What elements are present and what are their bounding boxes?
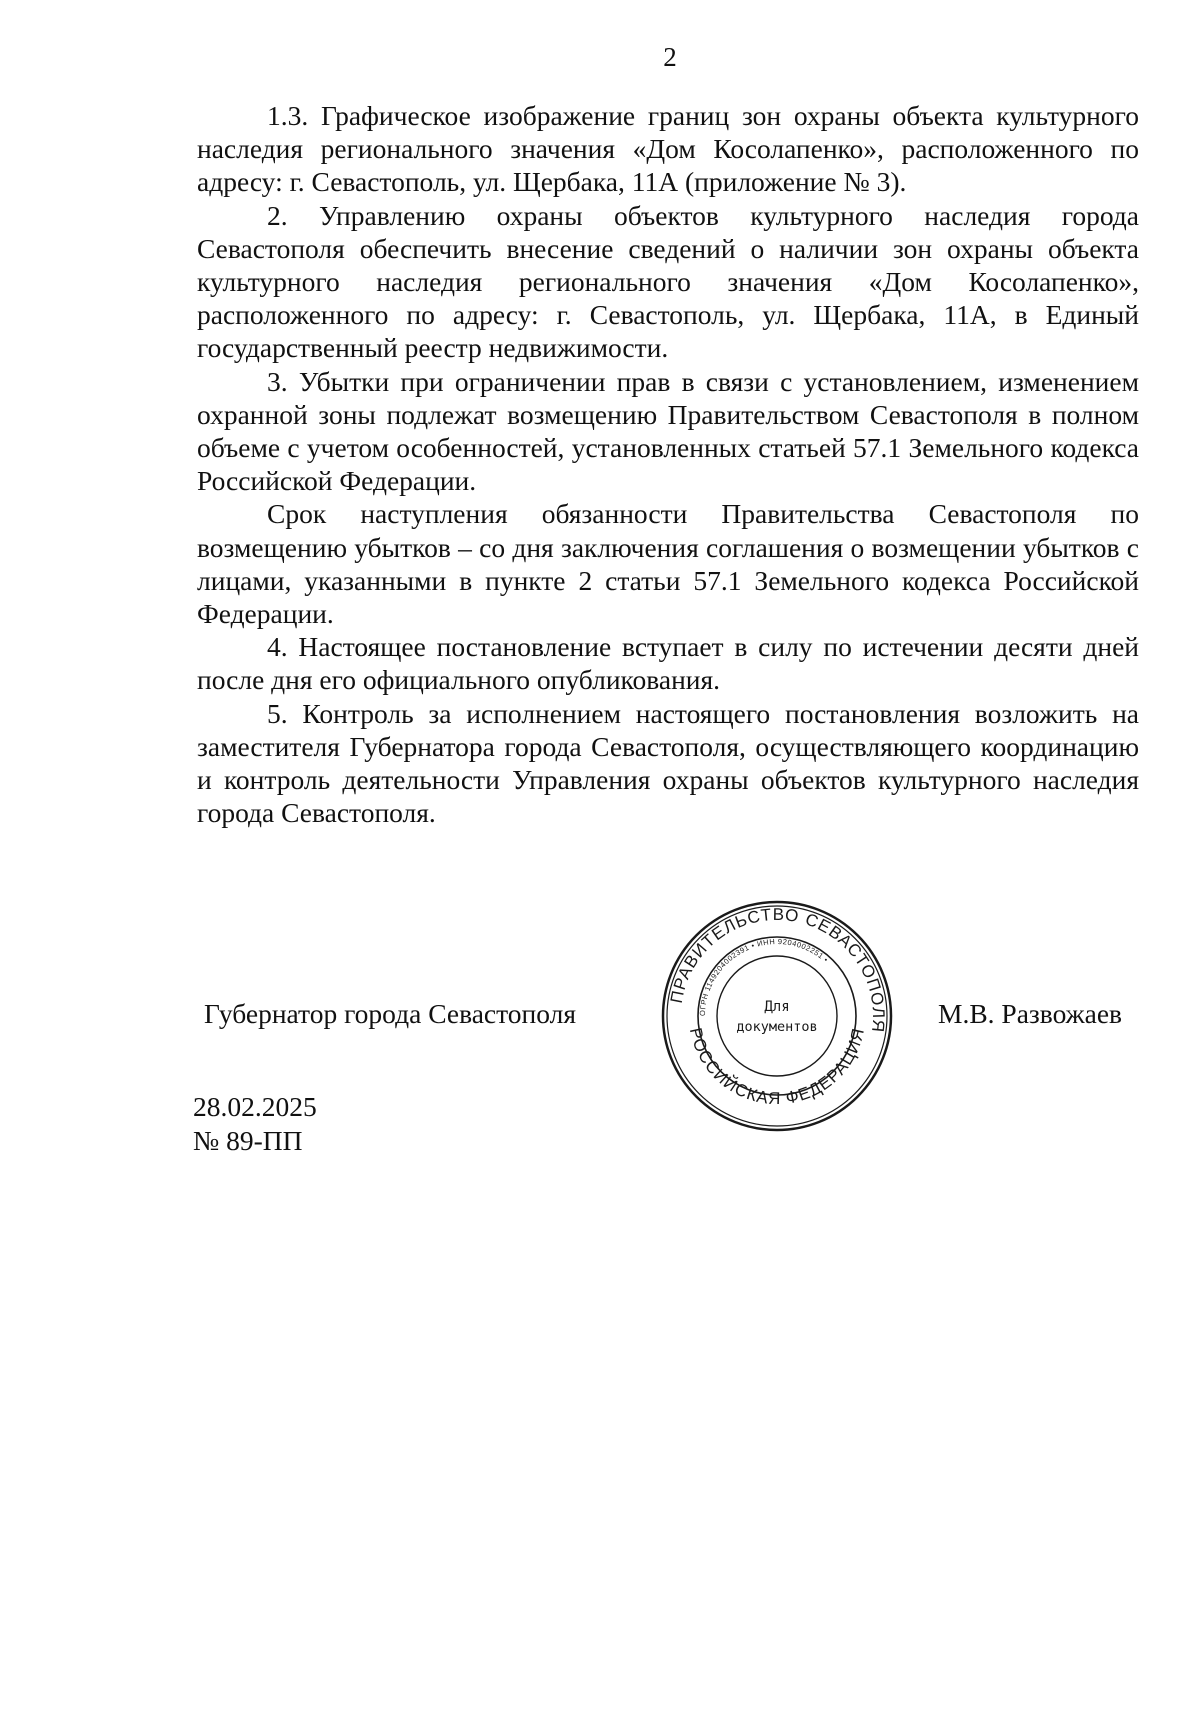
- seal-bottom-text: РОССИЙСКАЯ ФЕДЕРАЦИЯ: [685, 1025, 869, 1109]
- paragraph-5: 5. Контроль за исполнением настоящего постановления возложить на заместителя Губернатора города Севастополя, осуществляющего координацию и контроль деятельности Управления охраны объектов культурного наследия города Севастополя.: [197, 697, 1139, 829]
- document-date: 28.02.2025: [193, 1091, 317, 1122]
- seal-center-line-1: Для: [764, 999, 790, 1015]
- document-date-number: [193, 1090, 317, 1158]
- paragraph-2: 2. Управлению охраны объектов культурного наследия города Севастополя обеспечить внесение сведений о наличии зон охраны объекта культурного наследия регионального значения «Дом Косолапенко», расположенного по адресу: г. Севастополь, ул. Щербака, 11А, в Единый государственный реестр недвижимости.: [197, 199, 1139, 364]
- document-number: № 89-ПП: [193, 1125, 303, 1156]
- seal-center-line-2: документов: [736, 1019, 818, 1035]
- seal-inner-ring-text: ОГРН 1149204002391 • ИНН 9204002251 •: [697, 936, 831, 1017]
- page-number: 2: [663, 42, 677, 72]
- svg-text:РОССИЙСКАЯ ФЕДЕРАЦИЯ: [686, 1026, 868, 1108]
- seal-outer-text: ПРАВИТЕЛЬСТВО СЕВАСТОПОЛЯ: [666, 904, 889, 1034]
- paragraph-3: 3. Убытки при ограничении прав в связи с установлением, изменением охранной зоны подлежат возмещению Правительством Севастополя в полном объеме с учетом особенностей, установленных статьей 57.1 Земельного кодекса Российской Федерации.: [197, 365, 1139, 497]
- signatory-position: Губернатор города Севастополя: [204, 998, 576, 1029]
- signatory-name: М.В. Развожаев: [938, 998, 1123, 1029]
- paragraph-4: 4. Настоящее постановление вступает в силу по истечении десяти дней после дня его официального опубликования.: [197, 631, 1139, 696]
- paragraph-1-3: 1.3. Графическое изображение границ зон охраны объекта культурного наследия регионального значения «Дом Косолапенко», расположенного по адресу: г. Севастополь, ул. Щербака, 11А (приложение № 3).: [197, 100, 1139, 198]
- paragraph-3-deadline: Срок наступления обязанности Правительства Севастополя по возмещению убытков – со дня заключения соглашения о возмещении убытков с лицами, указанными в пункте 2 статьи 57.1 Земельного кодекса Российской Федерации.: [197, 498, 1139, 630]
- document-body: [197, 99, 1139, 829]
- signature-block: [0, 998, 1200, 1038]
- official-seal: [659, 898, 895, 1134]
